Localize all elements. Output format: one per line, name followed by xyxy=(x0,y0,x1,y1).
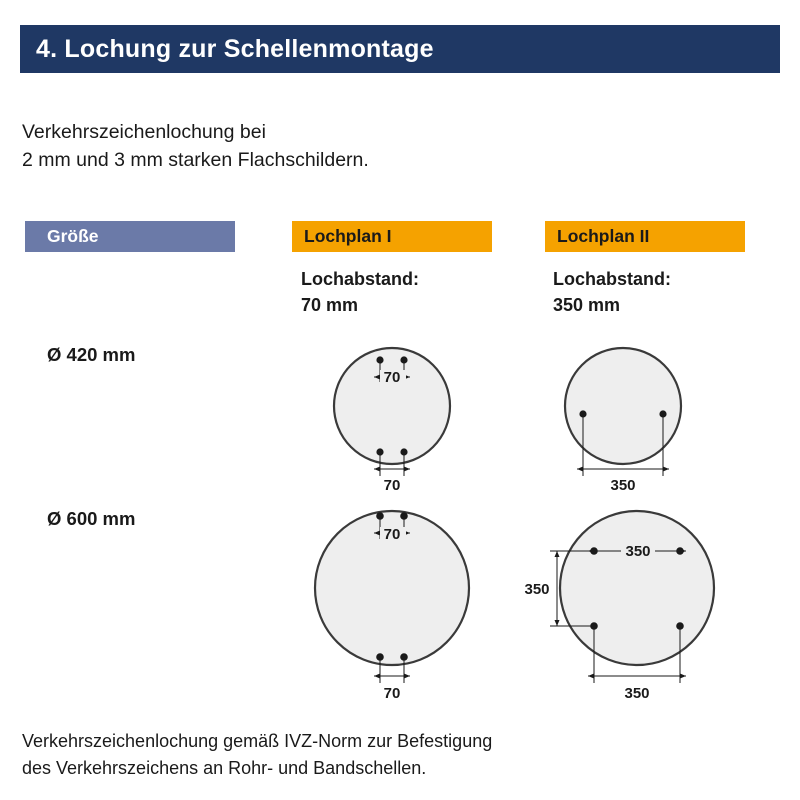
section-header xyxy=(20,25,780,73)
dim-top-70: 70 xyxy=(383,526,401,543)
diagram-600-lochplan-2 xyxy=(520,495,735,710)
dim-left-350: 350 xyxy=(524,581,550,598)
dim-inner-350: 350 xyxy=(625,543,651,560)
lochplan-1-sub-line-2: 70 mm xyxy=(301,295,359,316)
footnote-line-1: Verkehrszeichenlochung gemäß IVZ-Norm zur Befestigung xyxy=(22,731,493,751)
disc-outline xyxy=(560,511,714,665)
lochplan-2-sub-line-1: Lochabstand: xyxy=(553,269,672,289)
intro-line-2: 2 mm und 3 mm starken Flachschildern. xyxy=(22,149,369,172)
row-label-420: Ø 420 mm xyxy=(47,344,136,365)
disc-outline xyxy=(334,348,450,464)
dim-bottom-70: 70 xyxy=(383,477,401,494)
dim-bottom-350: 350 xyxy=(624,685,650,702)
page-title: 4. Lochung zur Schellenmontage xyxy=(36,34,434,63)
column-header-size: Größe xyxy=(25,221,235,252)
dim-top-70: 70 xyxy=(383,369,401,386)
lochplan-2-subheader xyxy=(553,266,671,318)
intro-text xyxy=(22,118,369,175)
column-header-lochplan-2: Lochplan II xyxy=(545,221,745,252)
row-label-600: Ø 600 mm xyxy=(47,508,136,529)
lochplan-1-sub-line-1: Lochabstand: xyxy=(301,269,420,289)
diagram-420-lochplan-1 xyxy=(330,336,470,501)
disc-outline xyxy=(565,348,681,464)
lochplan-2-sub-line-2: 350 mm xyxy=(553,295,621,316)
footnote xyxy=(22,728,492,782)
lochplan-1-subheader xyxy=(301,266,419,318)
diagram-420-lochplan-2 xyxy=(545,336,715,501)
column-header-lochplan-1: Lochplan I xyxy=(292,221,492,252)
dim-bottom-350: 350 xyxy=(610,477,636,494)
dim-bottom-70: 70 xyxy=(383,685,401,702)
intro-line-1: Verkehrszeichenlochung bei xyxy=(22,121,266,143)
footnote-line-2: des Verkehrszeichens an Rohr- und Bandschellen. xyxy=(22,758,427,778)
diagram-600-lochplan-1 xyxy=(310,495,490,710)
